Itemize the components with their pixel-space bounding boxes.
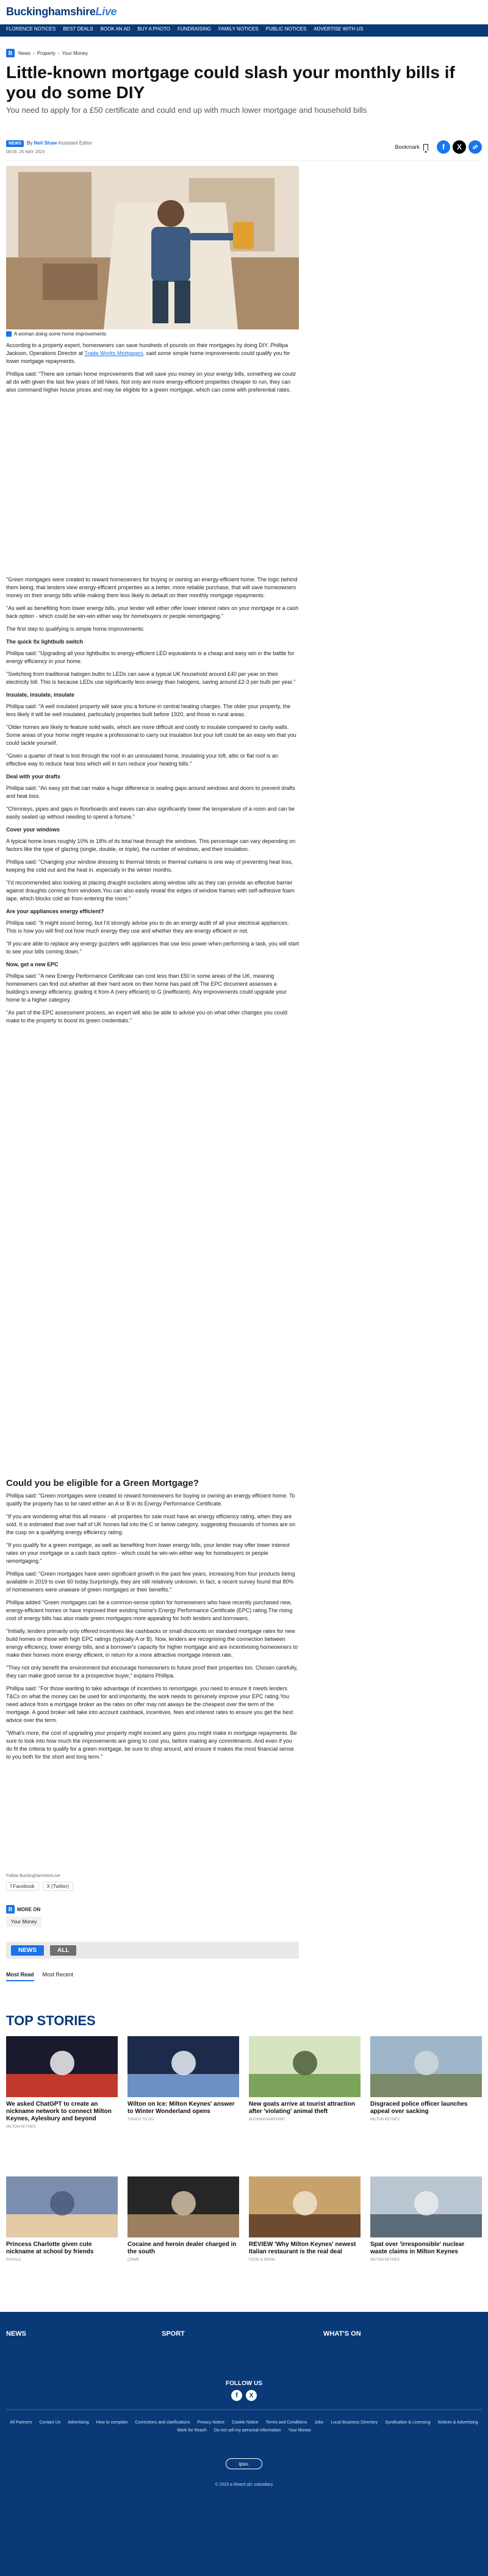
story-card[interactable] <box>127 2036 239 2122</box>
nav-item[interactable]: FLORENCE NOTICES <box>6 26 56 32</box>
footer-link[interactable]: Local Business Directory <box>331 2420 378 2425</box>
x-share-button[interactable]: X (Twitter) <box>43 1882 73 1891</box>
paragraph: "What's more, the cost of upgrading your property might exceed any gains you might make in mortgage repayments. Be sure to look into how much the improvements are going to cost you, before making any commitments. And even if you do fit the criteria to qualify for a green mortgage, be sure to shop around, and ensure it makes the most financial sense to you both for the short and long term." <box>6 1730 297 1760</box>
story-card[interactable] <box>6 2036 118 2129</box>
story-section[interactable]: MILTON KEYNES <box>370 2258 400 2262</box>
paragraph: Phillipa said: "A well insulated property will save you a fortune in central heating charges. The older your property, the less likely it will be well insulated, particularly properties built before 1920, and those in rural areas. <box>6 703 291 717</box>
paragraph: "Switching from traditional halogen bulbs to LEDs can save a typical UK household around £40 per year on their electricity bill. This is because LEDs use significantly less energy than halogens, saving around £2-3 per bulb per year." <box>6 671 296 685</box>
subheading: Now, get a new EPC <box>6 961 59 967</box>
tab-most-recent[interactable]: Most Recent <box>42 1971 74 1978</box>
share-bar <box>395 140 482 154</box>
facebook-icon[interactable]: f <box>231 2390 242 2401</box>
byline: By Neil Shaw Assistant Editor <box>27 140 92 146</box>
footer-link[interactable]: Cookie Notice <box>232 2420 259 2425</box>
breadcrumb-item-your-money[interactable]: Your Money <box>62 50 88 56</box>
story-title[interactable]: New goats arrive at tourist attraction after 'violating' animal theft <box>249 2101 355 2115</box>
paragraph: Phillipa said: "Changing your window dressing to thermal blinds or thermal curtains is one way of preventing heat loss, keeping the cold out and the heat in, especially in the winter months. <box>6 859 293 873</box>
story-card[interactable] <box>249 2176 361 2262</box>
topic-chip[interactable]: Your Money <box>6 1917 41 1927</box>
story-section[interactable]: THINGS TO DO <box>127 2118 154 2122</box>
footer-link[interactable]: Jobs <box>314 2420 324 2425</box>
footer-link[interactable]: Your Money <box>288 2428 311 2433</box>
copyright: © 2023 a Reach plc subsidiary <box>215 2483 273 2487</box>
story-section[interactable]: MILTON KEYNES <box>370 2118 400 2122</box>
paragraph: "If you qualify for a green mortgage, as well as benefiting from lower energy bills, your lender may offer lower interest rates on your mortgage or a cash back option - which could be win-win either way for homebuyers or people remortgaging." <box>6 1542 290 1564</box>
footer-link[interactable]: Corrections and clarifications <box>135 2420 190 2425</box>
subheading: Are your appliances energy efficient? <box>6 908 104 914</box>
footer-news-link[interactable]: NEWS <box>6 2330 26 2337</box>
paragraph: Phillipa said: "There are certain home improvements that will save you money on your energy bills, something we could all do with given the last few years of bill hikes. Not only are more energy-efficient properties cheaper to run, they can also command higher house prices and may be eligible for a green mortgage, which can come with preferential rates. <box>6 371 296 393</box>
follow-us-label: FOLLOW US <box>226 2380 262 2387</box>
bookmark-label[interactable]: Bookmark <box>395 144 420 150</box>
hero-caption: A woman doing some home improvements <box>6 331 106 337</box>
ipso-badge[interactable]: ipso. <box>226 2458 262 2469</box>
divider <box>6 2409 482 2410</box>
story-title[interactable]: Spat over 'irresponsible' nuclear waste claims in Milton Keynes <box>370 2241 465 2255</box>
share-buttons <box>6 1882 77 1891</box>
paragraph: Phillipa said: "It might sound boring, but I'd strongly advise you to do an energy audit of all your electrical appliances. This is how you will find out how much energy they use and whether they are energy efficient or not. <box>6 920 289 934</box>
paragraph: "They not only benefit the environment but encourage homeowners to future proof their properties too. Chosen carefully, they can make good sense for a prospective buyer," explains Phillipa. <box>6 1665 298 1679</box>
footer-link[interactable]: Contact Us <box>39 2420 61 2425</box>
story-title[interactable]: We asked ChatGPT to create an nickname network to connect Milton Keynes, Aylesbury and beyond <box>6 2101 112 2122</box>
footer-link[interactable]: Do not sell my personal information <box>214 2428 281 2433</box>
news-badge: NEWS <box>6 140 24 147</box>
story-title[interactable]: Princess Charlotte given cute nickname at school by friends <box>6 2241 94 2255</box>
story-section[interactable]: ROYALS <box>6 2258 21 2262</box>
breadcrumb: B News › Property › Your Money <box>6 49 90 57</box>
story-thumbnail[interactable] <box>249 2036 361 2097</box>
standfirst: You need to apply for a £50 certificate and could end up with much lower mortgage and household bills <box>6 106 367 115</box>
subheading: The quick fix lightbulb switch <box>6 639 84 645</box>
footer-links <box>6 2420 482 2436</box>
story-thumbnail[interactable] <box>249 2176 361 2237</box>
x-icon[interactable]: X <box>453 140 466 154</box>
footer-link[interactable]: Notices & Advertising <box>437 2420 478 2425</box>
paragraph: Phillipa said: "Green mortgages have seen significant growth in the past few years, increasing from four products being available in 2019 to over 60 today.Surprisingly, they are still relatively unknown. In fact, a recent survey found that 80% of homeowners were unaware of green mortgages or their benefits." <box>6 1571 295 1593</box>
story-card[interactable] <box>6 2176 118 2262</box>
home-badge-icon[interactable]: B <box>6 49 15 57</box>
footer-whats-on-link[interactable]: WHAT'S ON <box>323 2330 361 2337</box>
nav-item[interactable]: BOOK AN AD <box>100 26 131 32</box>
paragraph: Phillipa said: "For those wanting to take advantage of incentives to remortgage, you need to ensure it meets lenders T&Cs on what the money can be used for and importantly, the work needs to genuinely improve your EPC rating.You need advice from a mortgage broker as the rates on offer may not always be the cheapest over the term of the mortgage. A good broker will take into account cashback, incentives, fees and interest rates to ensure you get the best advice over the term. <box>6 1685 293 1723</box>
story-card[interactable] <box>370 2036 482 2122</box>
paragraph: "I'd recommended also looking at placing draught excluders along window sills as they can provide an effective barrier against draughts coming from windows.You can also easily reseal the edges of window frames with self-adhesive foam tape, which blocks cold air from entering the room." <box>6 880 295 902</box>
footer-link[interactable]: Privacy Notice <box>197 2420 225 2425</box>
top-nav <box>0 24 488 37</box>
publish-date: 08:05, 25 MAY 2023 <box>6 150 45 154</box>
paragraph: "Older homes are likely to feature solid walls, which are more difficult and costly to insulate compared to cavity walls. Some areas of your home might require a professional to carry out insulation but your loft could be an easy win that you could tackle yourself. <box>6 724 296 746</box>
story-title[interactable]: Cocaine and heroin dealer charged in the south <box>127 2241 237 2255</box>
article-link[interactable]: Trade Works Mortgages <box>84 350 143 356</box>
story-thumbnail[interactable] <box>6 2036 118 2097</box>
paragraph: "Chimneys, pipes and gaps in floorboards and eaves can also significantly lower the temperature of a room and can be easily sealed up without needing to spend a fortune." <box>6 806 295 820</box>
story-thumbnail[interactable] <box>370 2176 482 2237</box>
paragraph: "As well as benefiting from lower energy bills, your lender will either offer lower interest rates on your mortgage or a cash back option - which could be win-win either way for homebuyers or people remortgaging." <box>6 605 299 619</box>
x-icon[interactable]: X <box>246 2390 257 2401</box>
paragraph: The first step to qualifying is simple home improvements: <box>6 626 145 632</box>
nav-item[interactable]: FAMILY NOTICES <box>218 26 259 32</box>
footer-link[interactable]: How to complain <box>96 2420 128 2425</box>
top-stories-heading: TOP STORIES <box>6 2013 96 2028</box>
article-body-continued <box>6 1479 299 1766</box>
brand-badge-icon: B <box>6 1905 15 1914</box>
paragraph: "Given a quarter of heat is lost through the roof in an uninsulated home, insulating your loft, attic or flat roof is an effective way to reduce heat loss which will in turn reduce your heating bills." <box>6 753 278 767</box>
most-tabs <box>6 1971 82 1981</box>
paragraph: Phillipa said: "Green mortgages were created to reward homeowners for buying or owning an energy efficient home. To qualify the property has to be rated either an A or B in its Energy Performance Certificate. <box>6 1493 295 1507</box>
paragraph: Phillipa said: "An easy job that can make a huge difference is sealing gaps around windows and doors to prevent drafts and heat loss. <box>6 785 295 799</box>
tab-all[interactable]: ALL <box>50 1945 76 1956</box>
footer-sport-link[interactable]: SPORT <box>162 2330 185 2337</box>
paragraph: Phillipa said: "Upgrading all your lightbulbs to energy-efficient LED equivalents is a cheap and easy win in the battle for energy efficiency in your home. <box>6 650 295 664</box>
story-thumbnail[interactable] <box>6 2176 118 2237</box>
article-body <box>6 342 299 1030</box>
paragraph: "Initially, lenders primarily only offered incentives like cashbacks or small discounts on standard mortgage rates for new build homes or those with high EPC ratings (typically A or B). Now, lenders are recognising the connection between energy efficiency, lower energy bills, and a borrower's capacity for higher mortgage and are incentivising homeowners to make their homes more energy efficient, in return for a more attractive mortgage interest rate. <box>6 1628 298 1658</box>
site-footer <box>0 2312 488 2576</box>
nav-item[interactable]: ADVERTISE WITH US <box>314 26 364 32</box>
tab-most-read[interactable]: Most Read <box>6 1971 34 1981</box>
author-role: Assistant Editor <box>58 140 92 146</box>
story-title[interactable]: Wilton on Ice: Milton Keynes' answer to Winter Wonderland opens <box>127 2101 235 2115</box>
story-thumbnail[interactable] <box>370 2036 482 2097</box>
footer-link[interactable]: All Partners <box>10 2420 32 2425</box>
nav-item[interactable]: FUNDRAISING <box>177 26 212 32</box>
story-card[interactable] <box>370 2176 482 2262</box>
footer-link[interactable]: Terms and Conditions <box>265 2420 307 2425</box>
subheading: Deal with your drafts <box>6 773 61 780</box>
story-title[interactable]: REVIEW 'Why Milton Keynes' newest Italian restaurant is the real deal <box>249 2241 356 2255</box>
author-link[interactable]: Neil Shaw <box>34 140 57 146</box>
facebook-share-button[interactable]: f Facebook <box>6 1882 39 1891</box>
page-title: Little-known mortgage could slash your monthly bills if you do some DIY <box>6 63 455 102</box>
tab-news[interactable]: NEWS <box>11 1945 44 1956</box>
paragraph: Phillipa said: "A new Energy Performance Certificate can cost less than £50 in some areas of the UK, meaning homeowners can find out whether all their hard work on their home has paid off.The EPC document assesses a building's energy efficiency, grading it from A (very efficient) to G (inefficient). Any improvements could upgrade your home to a higher category. <box>6 973 287 1003</box>
paragraph: According to a property expert, homeowners can save hundreds of pounds on their mortgages by doing DIY. Phillipa Jackson, Operations Director at Trade Works Mortgages, said some simple home improvements could qualify you for lower mortgage repayments. <box>6 342 290 364</box>
paragraph: "As part of the EPC assessment process, an expert will also be able to advise you on what other changes you could make to the property to boost its green credentials." <box>6 1010 287 1024</box>
footer-link[interactable]: Advertising <box>68 2420 89 2425</box>
breadcrumb-item-news[interactable]: News <box>18 50 31 56</box>
site-header <box>0 0 488 24</box>
story-section[interactable]: CRIME <box>127 2258 140 2262</box>
ad-slot <box>6 399 299 576</box>
nav-item[interactable]: PUBLIC NOTICES <box>265 26 307 32</box>
footer-link[interactable]: Work for Reach <box>177 2428 207 2433</box>
subheading: Insulate, insulate, insulate <box>6 692 75 698</box>
paragraph: "If you are able to replace any energy guzzlers with appliances that use less power when performing a task, you will start to see your bills coming down." <box>6 941 299 955</box>
footer-link[interactable]: Syndication & Licensing <box>385 2420 431 2425</box>
story-section[interactable]: BUCKINGHAMSHIRE <box>249 2118 285 2122</box>
story-title[interactable]: Disgraced police officer launches appeal over sacking <box>370 2101 468 2115</box>
follow-label[interactable]: Follow BuckinghamshireLive <box>6 1874 60 1878</box>
site-logo[interactable]: BuckinghamshireLive <box>6 5 117 18</box>
paragraph: Phillipa added "Green mortgages can be a common-sense option for homeowners who have recently purchased new, energy-efficient homes or have improved their existing home's Energy Performance Certificate (EPC) rating.The rising cost of energy bills has also made green mortgages more appealing for both lenders and borrowers. <box>6 1599 293 1621</box>
link-icon[interactable] <box>468 140 482 154</box>
nav-item[interactable]: BUY A PHOTO <box>137 26 170 32</box>
story-section[interactable]: MILTON KEYNES <box>6 2125 36 2129</box>
breadcrumb-item-property[interactable]: Property <box>37 50 56 56</box>
facebook-icon[interactable]: f <box>437 140 450 154</box>
more-on-label: B MORE ON <box>6 1905 40 1914</box>
nav-item[interactable]: BEST DEALS <box>63 26 93 32</box>
paragraph: "Green mortgages were created to reward homeowners for buying or owning an energy-efficient home. The logic behind them being, that lenders view energy-efficient properties as a better, more reliable purchase, that will save homeowners money on their energy bills while making them less likely to default on their monthly mortgage repayments. <box>6 576 298 598</box>
camera-icon <box>6 331 12 337</box>
section-heading: Could you be eligible for a Green Mortgage? <box>6 1478 199 1488</box>
paragraph: "If you are wondering what this all means - all properties for sale must have an energy efficiency rating, when they are sold. It is estimated that over half of UK homes fall into the C or below category, suggesting thousands of homes are on the cusp on a qualifying energy efficiency rating. <box>6 1513 296 1535</box>
hero-image <box>6 166 299 329</box>
story-card[interactable] <box>127 2176 239 2262</box>
story-thumbnail[interactable] <box>127 2176 239 2237</box>
story-thumbnail[interactable] <box>127 2036 239 2097</box>
byline-row <box>6 139 482 161</box>
more-on <box>6 1903 299 1930</box>
paragraph: A typical home loses roughly 10% to 18% of its total heat through the windows. This percentage can vary depending on factors like the type of glazing (single, double, or triple), the number of windows, and their insulation. <box>6 838 296 852</box>
story-card[interactable] <box>249 2036 361 2122</box>
bookmark-icon[interactable] <box>423 144 428 151</box>
news-tabs <box>6 1942 299 1959</box>
story-section[interactable]: FOOD & DRINK <box>249 2258 276 2262</box>
subheading: Cover your windows <box>6 827 60 833</box>
